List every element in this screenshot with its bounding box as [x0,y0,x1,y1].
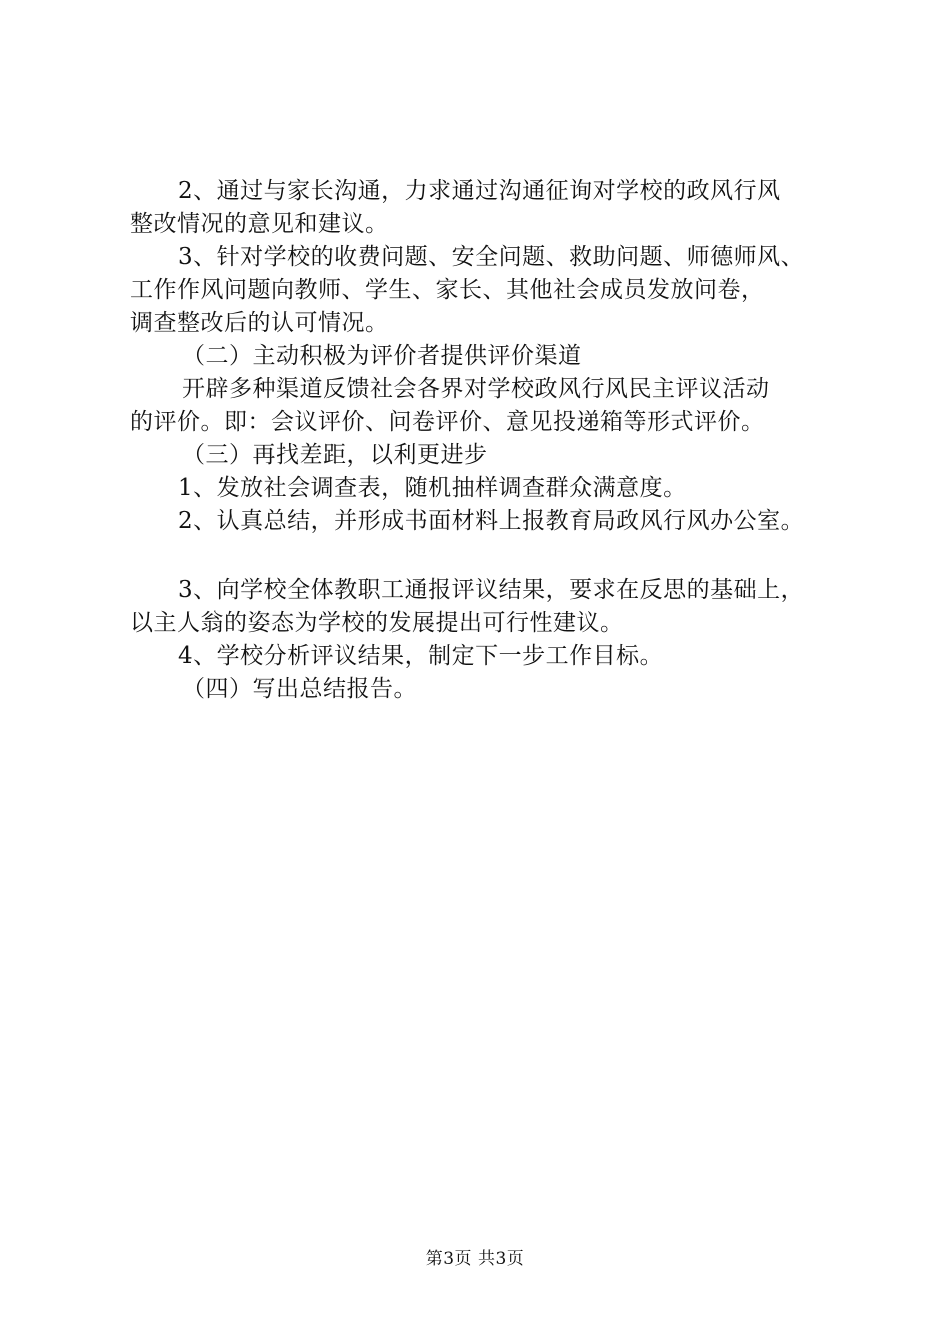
paragraph-line: 4、学校分析评议结果，制定下一步工作目标。 [178,643,664,669]
paragraph-line: 以主人翁的姿态为学校的发展提出可行性建议。 [130,610,624,636]
section-heading: （三）再找差距，以利更进步 [182,442,488,468]
section-heading: （二）主动积极为评价者提供评价渠道 [182,343,582,369]
paragraph-line: 开辟多种渠道反馈社会各界对学校政风行风民主评议活动 [182,376,770,402]
paragraph-line: 3、向学校全体教职工通报评议结果，要求在反思的基础上， [178,577,805,603]
blank-line [130,538,850,574]
paragraph-line: 的评价。即：会议评价、问卷评价、意见投递箱等形式评价。 [130,409,765,435]
paragraph-line: 工作作风问题向教师、学生、家长、其他社会成员发放问卷， [130,277,765,303]
paragraph-line: 3、针对学校的收费问题、安全问题、救助问题、师德师风、 [178,244,805,270]
section-heading: （四）写出总结报告。 [182,676,417,702]
paragraph-line: 2、认真总结，并形成书面材料上报教育局政风行风办公室。 [178,508,805,534]
document-body [130,175,850,706]
paragraph-line: 1、发放社会调查表，随机抽样调查群众满意度。 [178,475,687,501]
page-number-footer: 第3页 共3页 [425,1249,525,1269]
paragraph-line: 2、通过与家长沟通，力求通过沟通征询对学校的政风行风 [178,178,781,204]
paragraph-line: 整改情况的意见和建议。 [130,211,389,237]
paragraph-line: 调查整改后的认可情况。 [130,310,389,336]
